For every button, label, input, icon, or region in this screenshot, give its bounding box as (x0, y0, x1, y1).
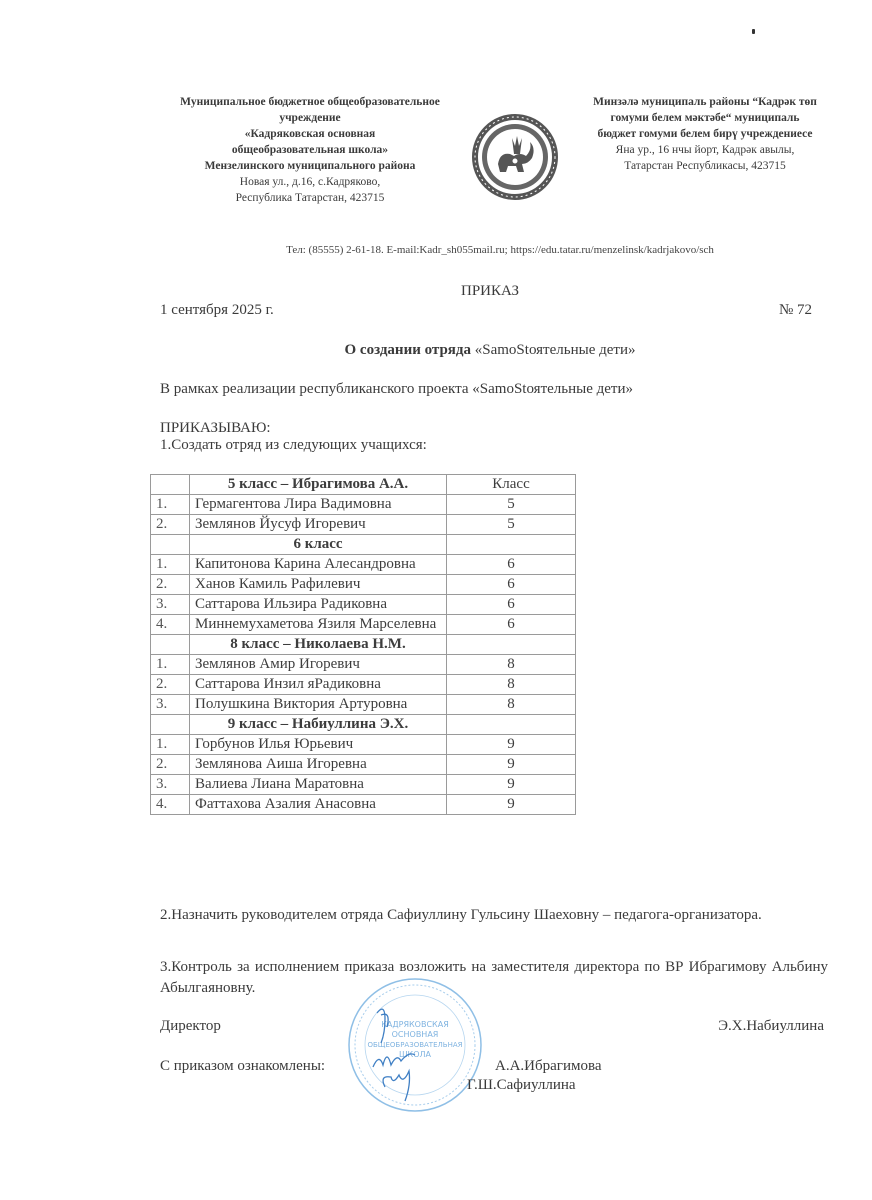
header-left-russian (150, 94, 470, 206)
student-class: 9 (447, 735, 576, 755)
student-class: 6 (447, 615, 576, 635)
order-date: 1 сентября 2025 г. (160, 302, 274, 318)
row-number: 3. (151, 695, 190, 715)
row-number: 3. (151, 775, 190, 795)
group-title: 9 класс – Набиуллина Э.Х. (190, 715, 447, 735)
student-class: 8 (447, 695, 576, 715)
student-row (151, 615, 576, 635)
item-2: 2.Назначить руководителем отряда Сафиуллину Гульсину Шаеховну – педагога-организатора. (160, 907, 762, 923)
item-1: 1.Создать отряд из следующих учащихся: (160, 437, 427, 453)
student-row (151, 515, 576, 535)
director-name: Э.Х.Набиуллина (718, 1018, 824, 1034)
student-name: Ханов Камиль Рафилевич (190, 575, 447, 595)
order-subject (150, 342, 830, 359)
student-class: 6 (447, 555, 576, 575)
svg-text:ОСНОВНАЯ: ОСНОВНАЯ (391, 1030, 439, 1039)
student-row (151, 655, 576, 675)
acknowledged-name-1: А.А.Ибрагимова (495, 1058, 602, 1074)
row-number: 1. (151, 555, 190, 575)
subject-project: «SamoStоятельные дети» (471, 342, 636, 358)
student-roster-table (150, 474, 576, 815)
group-header-row (151, 715, 576, 735)
row-number: 2. (151, 575, 190, 595)
student-name: Горбунов Илья Юрьевич (190, 735, 447, 755)
student-class: 6 (447, 595, 576, 615)
school-stamp (345, 975, 485, 1115)
student-name: Землянова Аиша Игоревна (190, 755, 447, 775)
director-label: Директор (160, 1018, 221, 1034)
empty-cell (447, 635, 576, 655)
org-type: Муниципальное бюджетное общеобразовательное (180, 96, 440, 108)
student-row (151, 575, 576, 595)
student-name: Саттарова Ильзира Радиковна (190, 595, 447, 615)
org-type-cont: учреждение (279, 112, 341, 124)
row-number: 4. (151, 615, 190, 635)
tatar-line3: бюджет гомуми белем бирү учреждениесе (597, 128, 813, 140)
tatar-line1: Минзәлә муниципаль районы “Кадрәк төп (593, 96, 817, 108)
item-3: 3.Контроль за исполнением приказа возложить на заместителя директора по ВР Ибрагимову Альбину Абылгаяновну. (160, 959, 828, 996)
svg-text:ОБЩЕОБРАЗОВАТЕЛЬНАЯ: ОБЩЕОБРАЗОВАТЕЛЬНАЯ (367, 1041, 463, 1049)
student-class: 8 (447, 655, 576, 675)
group-title: 8 класс – Николаева Н.М. (190, 635, 447, 655)
group-header-row (151, 535, 576, 555)
row-number: 2. (151, 515, 190, 535)
tatarstan-emblem-icon (470, 112, 560, 202)
student-row (151, 555, 576, 575)
order-number: № 72 (778, 302, 812, 318)
empty-cell (151, 635, 190, 655)
student-name: Саттарова Инзил яРадиковна (190, 675, 447, 695)
scan-speck (752, 29, 755, 34)
district-name: Мензелинского муниципального района (204, 160, 416, 172)
student-row (151, 755, 576, 775)
empty-cell (151, 535, 190, 555)
student-row (151, 595, 576, 615)
student-row (151, 775, 576, 795)
svg-text:КАДРЯКОВСКАЯ: КАДРЯКОВСКАЯ (381, 1020, 449, 1029)
acknowledged-label: С приказом ознакомлены: (160, 1058, 326, 1074)
student-row (151, 735, 576, 755)
school-name-cont: общеобразовательная школа» (231, 144, 389, 156)
student-name: Миннемухаметова Язиля Марселевна (190, 615, 447, 635)
group-title: 6 класс (190, 535, 447, 555)
empty-cell (447, 535, 576, 555)
student-name: Капитонова Карина Алесандровна (190, 555, 447, 575)
empty-cell (151, 715, 190, 735)
student-name: Землянов Амир Игоревич (190, 655, 447, 675)
empty-cell (151, 475, 190, 495)
student-name: Полушкина Виктория Артуровна (190, 695, 447, 715)
row-number: 1. (151, 495, 190, 515)
tatar-line2: гомуми белем мәктәбе“ муниципаль (610, 112, 800, 124)
svg-text:ШКОЛА: ШКОЛА (398, 1050, 432, 1059)
group-header-row (151, 635, 576, 655)
tatar-address1: Яна ур., 16 нчы йорт, Кадрәк авылы, (615, 144, 795, 156)
row-number: 1. (151, 735, 190, 755)
student-name: Землянов Йусуф Игоревич (190, 515, 447, 535)
row-number: 2. (151, 675, 190, 695)
student-class: 9 (447, 795, 576, 815)
student-class: 9 (447, 775, 576, 795)
document-title: ПРИКАЗ (461, 283, 519, 299)
student-row (151, 795, 576, 815)
student-class: 5 (447, 495, 576, 515)
student-name: Фаттахова Азалия Анасовна (190, 795, 447, 815)
student-class: 6 (447, 575, 576, 595)
student-row (151, 495, 576, 515)
address-line2: Республика Татарстан, 423715 (235, 192, 385, 204)
school-name: «Кадряковская основная (244, 128, 376, 140)
tatar-address2: Татарстан Республикасы, 423715 (624, 160, 786, 172)
student-class: 5 (447, 515, 576, 535)
subject-bold: О создании отряда (344, 342, 472, 358)
header-right-tatar (560, 94, 850, 174)
row-number: 2. (151, 755, 190, 775)
empty-cell (447, 715, 576, 735)
preamble: В рамках реализации республиканского проекта «SamoStоятельные дети» (160, 381, 633, 397)
contacts-line: Тел: (85555) 2-61-18. E-mail:Kadr_sh055mail.ru; https://edu.tatar.ru/menzelinsk/kadrjakovo/sch (286, 244, 714, 256)
directive: ПРИКАЗЫВАЮ: (160, 420, 271, 436)
student-class: 8 (447, 675, 576, 695)
row-number: 4. (151, 795, 190, 815)
student-row (151, 675, 576, 695)
group-title: 5 класс – Ибрагимова А.А. (190, 475, 447, 495)
student-name: Гермагентова Лира Вадимовна (190, 495, 447, 515)
student-name: Валиева Лиана Маратовна (190, 775, 447, 795)
acknowledged-name-2: Г.Ш.Сафиуллина (467, 1077, 576, 1093)
student-row (151, 695, 576, 715)
class-column-header: Класс (447, 475, 576, 495)
student-class: 9 (447, 755, 576, 775)
group-header-row (151, 475, 576, 495)
row-number: 1. (151, 655, 190, 675)
address-line1: Новая ул., д.16, с.Кадряково, (239, 176, 381, 188)
row-number: 3. (151, 595, 190, 615)
